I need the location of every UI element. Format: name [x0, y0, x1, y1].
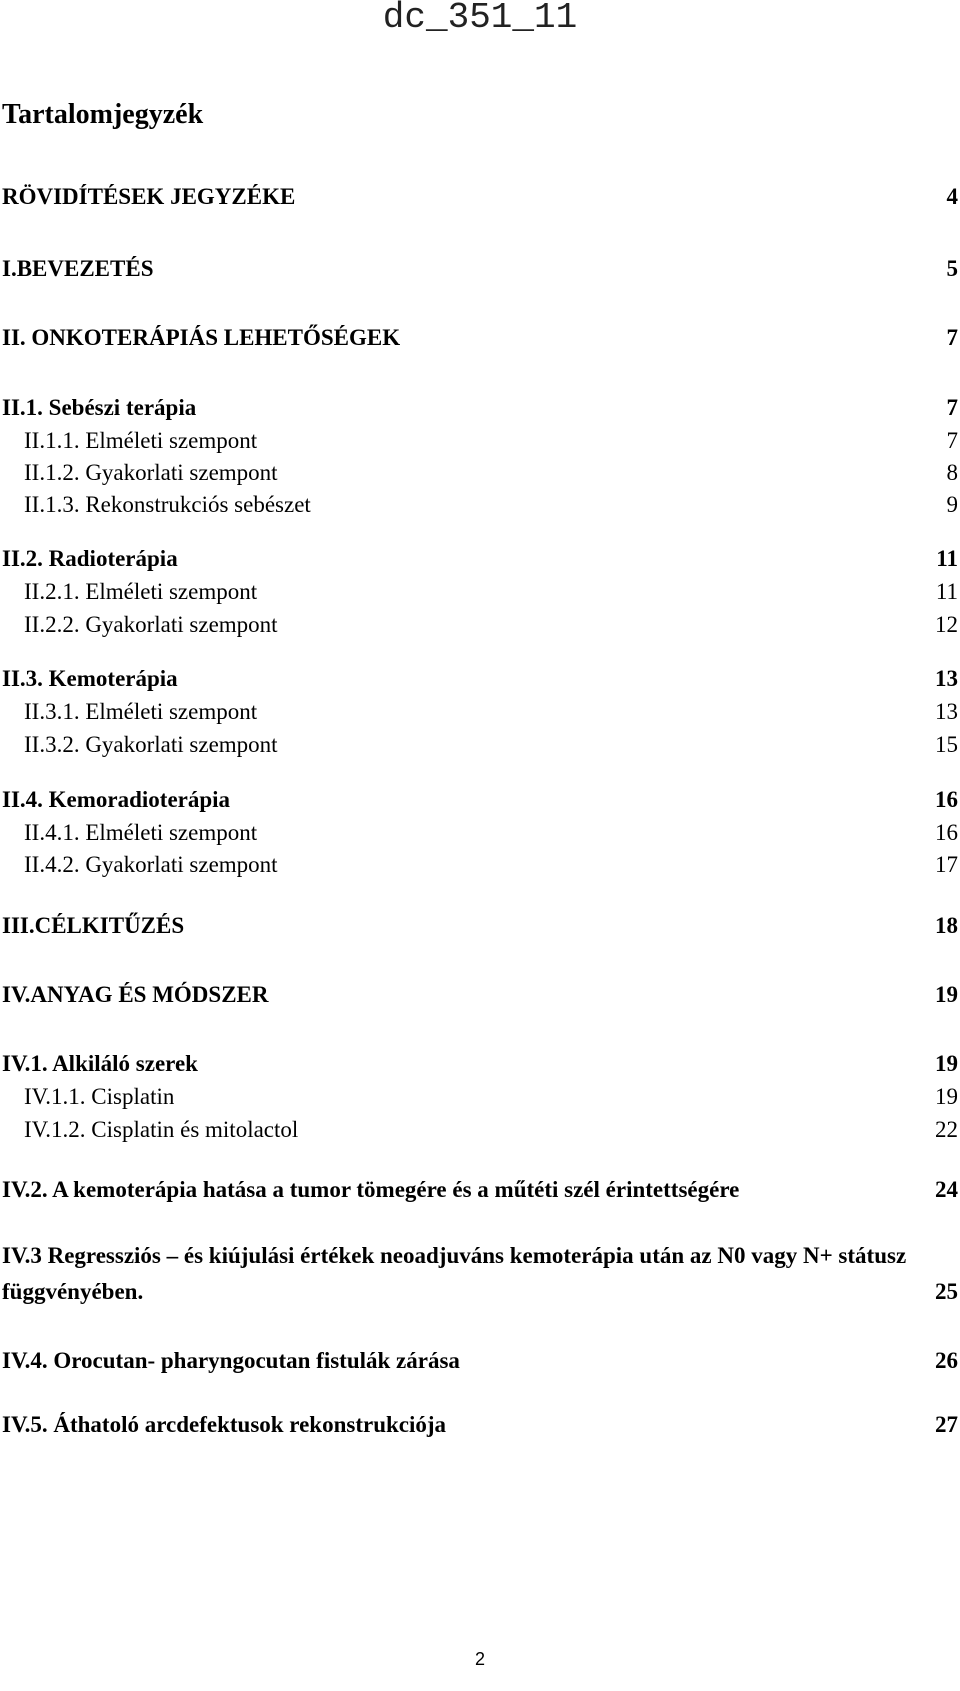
toc-entry-page: 19 [935, 1051, 958, 1076]
toc-entry-label: IV.2. A kemoterápia hatása a tumor tömegére és a műtéti szél érintettségére [2, 1177, 740, 1202]
toc-entry-abbreviations[interactable] [2, 182, 958, 212]
page-number: 2 [474, 1649, 485, 1669]
toc-entry-page: 18 [935, 913, 958, 938]
toc-entry-label: IV.4. Orocutan- pharyngocutan fistulák zárása [2, 1348, 460, 1373]
toc-entry-page: 24 [935, 1177, 958, 1202]
toc-entry-oncotherapy[interactable] [2, 323, 958, 353]
toc-entry-label: III.CÉLKITŰZÉS [2, 913, 185, 938]
toc-entry-page: 22 [935, 1117, 958, 1142]
toc-entry-label: II.1.3. Rekonstrukciós sebészet [24, 492, 311, 517]
toc-entry-page: 19 [935, 982, 958, 1007]
toc-entry-label: II.2.1. Elméleti szempont [24, 579, 258, 604]
toc-entry-surgery[interactable] [2, 393, 958, 423]
toc-entry-surgery-practice[interactable] [2, 458, 958, 488]
toc-title: Tartalomjegyzék [2, 99, 204, 130]
toc-entry-reconstructive-surgery[interactable] [2, 490, 958, 520]
toc-entry-page: 11 [935, 579, 958, 604]
toc-entry-label: II.4.1. Elméleti szempont [24, 820, 258, 845]
toc-entry-label: IV.1. Alkiláló szerek [2, 1051, 198, 1076]
toc-entry-label: II.2. Radioterápia [2, 546, 178, 571]
toc-entry-label: II.3. Kemoterápia [2, 666, 178, 691]
toc-entry-page: 9 [946, 492, 958, 517]
toc-entry-label: II.4. Kemoradioterápia [2, 787, 231, 812]
toc-entry-label: IV.1.1. Cisplatin [24, 1084, 175, 1109]
toc-entry-cisplatin[interactable] [2, 1082, 958, 1112]
toc-entry-page: 7 [946, 428, 958, 453]
toc-entry-chemoradiotherapy-theory[interactable] [2, 818, 958, 848]
toc-entry-fistula-closure[interactable] [2, 1346, 958, 1376]
toc-entry-cisplatin-mitolactol[interactable] [2, 1115, 958, 1145]
toc-entry-page: 19 [935, 1084, 958, 1109]
toc-entry-label: II.1. Sebészi terápia [2, 395, 197, 420]
toc-entry-label: II.1.2. Gyakorlati szempont [24, 460, 278, 485]
toc-entry-label: II. ONKOTERÁPIÁS LEHETŐSÉGEK [2, 325, 401, 350]
toc-entry-page: 8 [946, 460, 958, 485]
toc-entry-page: 7 [946, 395, 958, 420]
toc-entry-page: 25 [935, 1279, 958, 1304]
toc-entry-page: 16 [935, 787, 958, 812]
toc-entry-page: 17 [935, 852, 958, 877]
toc-entry-chemotherapy-effect[interactable] [2, 1175, 958, 1205]
toc-entry-radiotherapy[interactable] [2, 544, 958, 574]
toc-entry-page: 13 [935, 699, 958, 724]
toc-entry-label: IV.5. Áthatoló arcdefektusok rekonstrukciója [2, 1412, 447, 1437]
toc-entry-page: 16 [935, 820, 958, 845]
toc-entry-alkylating-agents[interactable] [2, 1049, 958, 1079]
toc-entry-objectives[interactable] [2, 911, 958, 941]
toc-entry-facial-defect-reconstruction[interactable] [2, 1410, 958, 1440]
toc-entry-chemoradiotherapy[interactable] [2, 785, 958, 815]
toc-entry-label: IV.ANYAG ÉS MÓDSZER [2, 982, 269, 1007]
toc-entry-page: 7 [946, 325, 958, 350]
toc-entry-surgery-theory[interactable] [2, 426, 958, 456]
toc-entry-introduction[interactable] [2, 254, 958, 284]
toc-entry-page: 5 [946, 256, 958, 281]
toc-entry-chemotherapy-practice[interactable] [2, 730, 958, 760]
toc-entry-label: IV.1.2. Cisplatin és mitolactol [24, 1117, 299, 1142]
toc-entry-label: II.3.1. Elméleti szempont [24, 699, 258, 724]
toc-entry-chemotherapy[interactable] [2, 664, 958, 694]
toc-entry-page: 12 [935, 612, 958, 637]
toc-entry-page: 11 [936, 546, 958, 571]
toc-entry-label: RÖVIDÍTÉSEK JEGYZÉKE [2, 184, 296, 209]
toc-entry-label: II.4.2. Gyakorlati szempont [24, 852, 278, 877]
toc-entry-regression-recurrence[interactable] [2, 1238, 958, 1304]
toc-entry-label: II.2.2. Gyakorlati szempont [24, 612, 278, 637]
toc-entry-chemotherapy-theory[interactable] [2, 697, 958, 727]
toc-entry-label: IV.3 Regressziós – és kiújulási értékek neoadjuváns kemoterápia után az N0 vagy N+ státusz függvényében. [2, 1243, 907, 1304]
toc-entry-page: 26 [935, 1348, 958, 1373]
toc-entry-page: 13 [935, 666, 958, 691]
toc-entry-page: 4 [946, 184, 958, 209]
toc-entry-label: I.BEVEZETÉS [2, 256, 154, 281]
toc-entry-label: II.3.2. Gyakorlati szempont [24, 732, 278, 757]
toc-entry-page: 15 [935, 732, 958, 757]
toc-entry-radiotherapy-theory[interactable] [2, 577, 958, 607]
toc-entry-label: II.1.1. Elméleti szempont [24, 428, 258, 453]
toc-entry-materials-methods[interactable] [2, 980, 958, 1010]
toc-entry-radiotherapy-practice[interactable] [2, 610, 958, 640]
toc-entry-chemoradiotherapy-practice[interactable] [2, 850, 958, 880]
document-id: dc_351_11 [382, 0, 578, 38]
toc-entry-page: 27 [935, 1412, 958, 1437]
